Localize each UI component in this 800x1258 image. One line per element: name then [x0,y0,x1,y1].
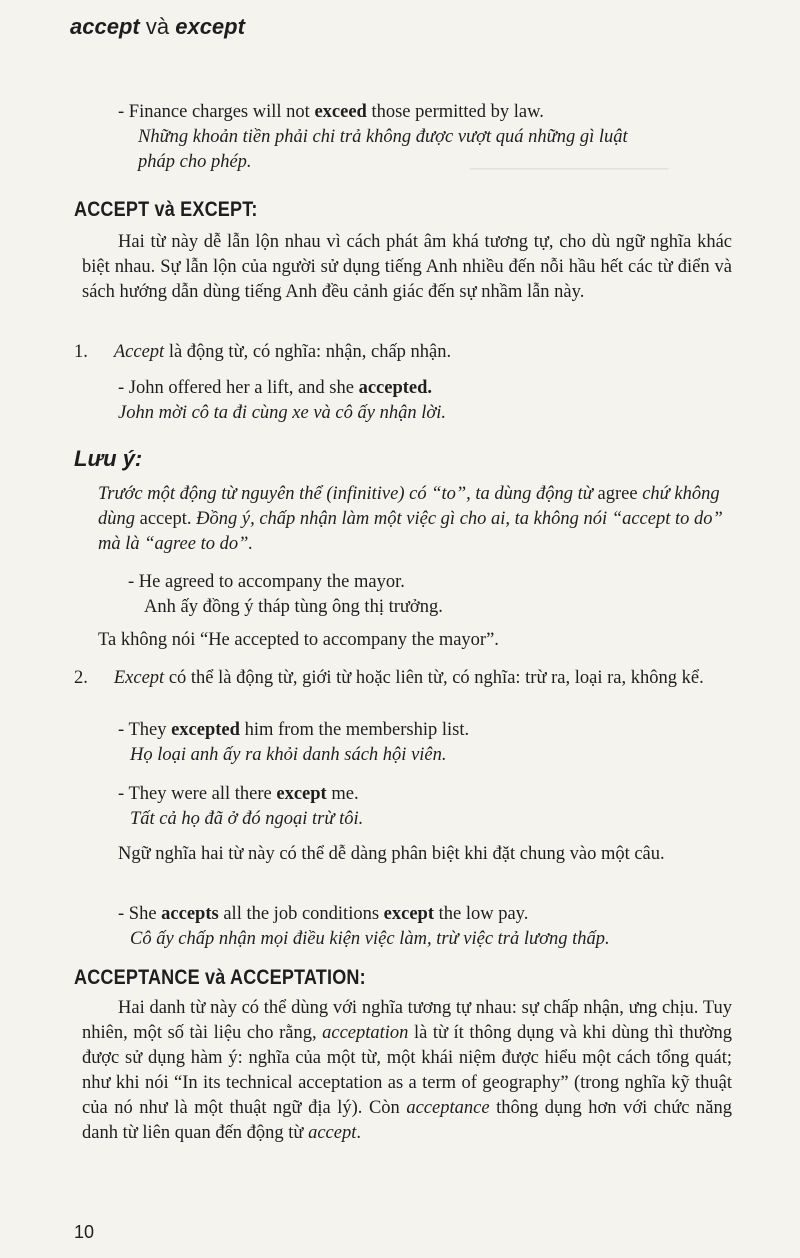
heading-term-a: ACCEPT [74,198,150,221]
example-2 [118,718,718,768]
item-2 [74,666,734,691]
text: all the job conditions [218,904,384,924]
item-1 [74,340,724,365]
heading-conj: và [205,966,226,989]
text: him from the membership list. [239,720,470,740]
term: accept. [135,509,192,529]
text: là từ ít thông dụng và khi dùng thì thường được sử dụng hàm ý: nghĩa của một từ, một khái niệm được hiểu một cách tổng quát; như khi nói “In its technical acceptation as a term of geography” (trong nghĩa kỹ thuật của nó như là một thuật ngữ địa lý). Còn [82,1023,732,1118]
text: - John offered her a lift, and she [118,378,359,398]
text: - They were all there [118,784,277,804]
example-en [118,376,718,401]
intro-example [118,100,678,175]
text: the low pay. [434,904,529,924]
page-number: 10 [74,1222,95,1242]
bold-term: accepts [161,904,219,924]
bleed-through: ──────────────────── [470,160,669,176]
text: those permitted by law. [366,102,544,122]
text: Hai danh từ này có thể dùng với nghĩa tương tự nhau: sự chấp nhận, ưng chịu. Tuy nhiên, một số tài liệu cho rằng, [82,998,732,1043]
heading-term-b: ACCEPTATION: [229,966,366,989]
note-body [98,482,738,557]
term: accept [308,1123,357,1143]
section2-body [82,996,732,1146]
bold-term: except [276,784,327,804]
term: agree [592,484,638,504]
text: - She [118,904,162,924]
example-3 [118,782,718,832]
running-head-conj: và [145,14,170,39]
example-en [118,782,718,807]
text: thông dụng hơn với chức năng danh từ liên quan đến động từ [82,1098,732,1143]
item-number: 1. [74,342,88,362]
bold-term: accepted. [358,378,433,398]
example-vi: Họ loại anh ấy ra khỏi danh sách hội viên. [130,745,447,765]
heading-term-b: EXCEPT: [180,198,258,221]
bold-term: excepted [171,720,240,740]
bold-term: except [383,904,434,924]
text: . [356,1123,361,1143]
example-en [118,718,718,743]
text: me. [326,784,359,804]
section1-summary: Ngữ nghĩa hai từ này có thể dễ dàng phân biệt khi đặt chung vào một câu. [118,844,665,864]
note-text: Đồng ý, chấp nhận làm một việc gì cho ai, ta không nói “accept to do” mà là “agree to do”. [98,509,723,554]
note-heading: Lưu ý: [74,446,143,471]
intro-example-vi: Những khoản tiền phải chi trả không được vượt quá những gì luật pháp cho phép. [138,127,628,172]
running-head [70,14,245,40]
text: - Finance charges will not [118,102,315,122]
example-vi: Cô ấy chấp nhận mọi điều kiện việc làm, trừ việc trả lương thấp. [130,929,610,949]
term: acceptation [322,1023,409,1043]
text: có thể là động từ, giới từ hoặc liên từ, có nghĩa: trừ ra, loại ra, không kể. [164,668,704,688]
example-vi: John mời cô ta đi cùng xe và cô ấy nhận lời. [118,403,446,423]
section1-intro: Hai từ này dễ lẫn lộn nhau vì cách phát âm khá tương tự, cho dù ngữ nghĩa khác biệt nhau. Sự lẫn lộn của người sử dụng tiếng Anh nhiều đến nỗi hầu hết các từ điển và sách hướng dẫn dùng tiếng Anh đều cảnh giác đến sự nhầm lẫn này. [82,232,732,302]
running-head-word1: accept [70,14,140,39]
note-example [128,570,688,620]
running-head-word2: except [175,14,245,39]
example-1 [118,376,718,426]
note-text: Trước một động từ nguyên thể (infinitive) có “to”, ta dùng động từ [98,484,593,504]
note-example-vi: Anh ấy đồng ý tháp tùng ông thị trưởng. [144,597,443,617]
note-contrast: Ta không nói “He accepted to accompany the mayor”. [98,630,499,650]
bold-term: exceed [314,102,367,122]
text: là động từ, có nghĩa: nhận, chấp nhận. [164,342,452,362]
heading-conj: và [154,198,175,221]
note-text: chứ không dùng [98,484,720,529]
term: acceptance [406,1098,490,1118]
term: Accept [113,342,165,362]
heading-term-a: ACCEPTANCE [74,966,200,989]
item-number: 2. [74,668,88,688]
term: Except [113,668,165,688]
example-4 [118,902,738,952]
example-en [118,902,738,927]
text: - They [118,720,172,740]
section-heading-accept-except [74,198,258,222]
section-heading-acceptance-acceptation [74,966,366,990]
example-vi: Tất cả họ đã ở đó ngoại trừ tôi. [130,809,364,829]
note-example-en: - He agreed to accompany the mayor. [128,572,405,592]
intro-example-en [118,100,678,125]
